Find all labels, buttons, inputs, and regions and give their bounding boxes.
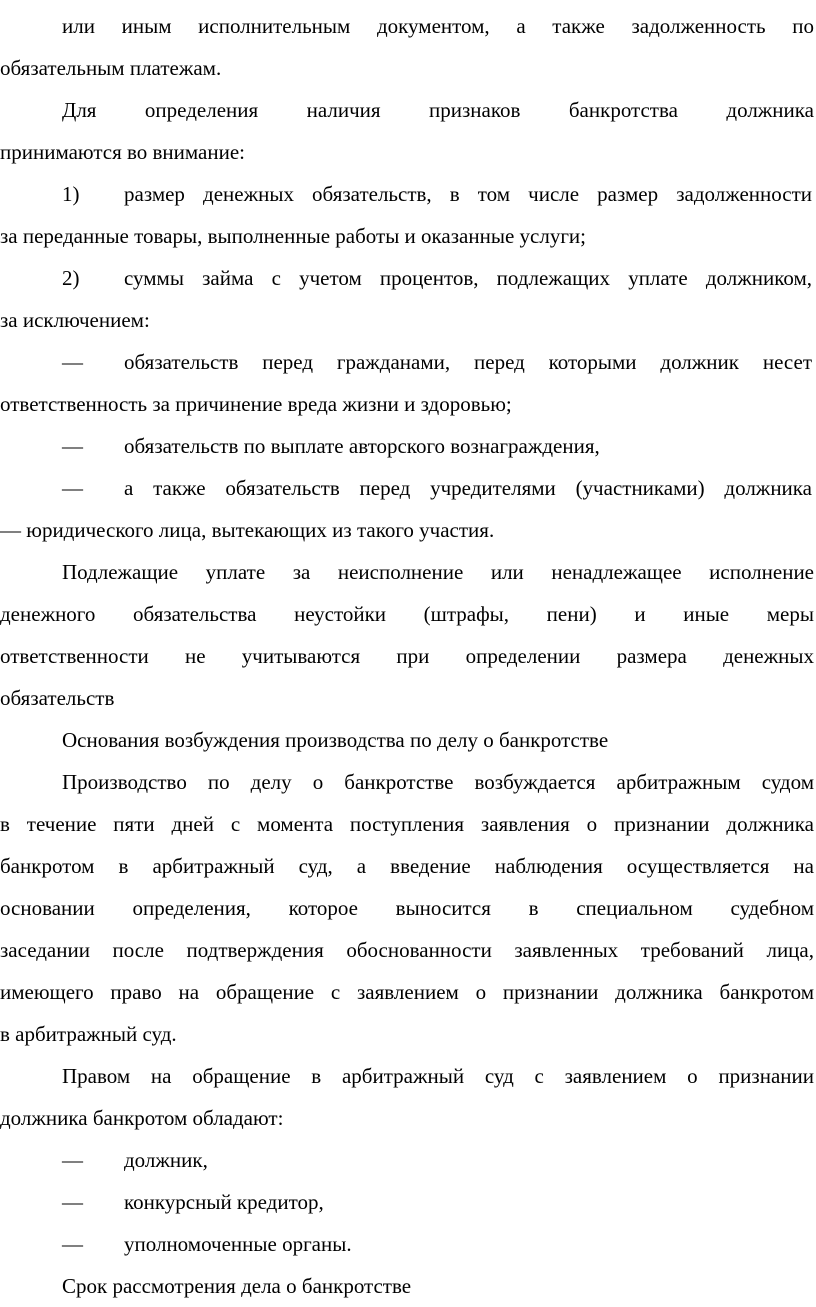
list-marker: 1): [62, 182, 80, 206]
paragraph-line: — юридического лица, вытекающих из такого участия.: [0, 518, 495, 542]
dash-marker: —: [62, 434, 83, 458]
list-item: [0, 1139, 814, 1181]
list-item-text: суммы займа с учетом процентов, подлежащих уплате должником,: [124, 266, 812, 290]
dash-marker: —: [62, 1190, 83, 1214]
paragraph-line: Подлежащие уплате за неисполнение или ненадлежащее исполнение: [62, 560, 814, 584]
list-item-text: конкурсный кредитор,: [124, 1190, 324, 1214]
paragraph-line: ответственности не учитываются при определении размера денежных: [0, 644, 814, 668]
paragraph-line: или иным исполнительным документом, а также задолженность по: [62, 14, 814, 38]
paragraph-line: ответственность за причинение вреда жизни и здоровью;: [0, 392, 512, 416]
paragraph-line: банкротом в арбитражный суд, а введение наблюдения осуществляется на: [0, 854, 814, 878]
paragraph-line: имеющего право на обращение с заявлением о признании должника банкротом: [0, 980, 814, 1004]
paragraph-line: за исключением:: [0, 308, 150, 332]
paragraph-line: заседании после подтверждения обоснованности заявленных требований лица,: [0, 938, 814, 962]
list-item-text: должник,: [124, 1148, 208, 1172]
paragraph-line: принимаются во внимание:: [0, 140, 246, 164]
list-item: [0, 1181, 814, 1223]
list-item-text: обязательств перед гражданами, перед которыми должник несет: [124, 350, 812, 374]
section-heading: Основания возбуждения производства по делу о банкротстве: [62, 728, 609, 752]
paragraph-line: Производство по делу о банкротстве возбуждается арбитражным судом: [62, 770, 814, 794]
dash-marker: —: [62, 1148, 83, 1172]
paragraph-line: обязательств: [0, 686, 115, 710]
list-item: [0, 467, 814, 509]
paragraph-line: Для определения наличия признаков банкротства должника: [62, 98, 814, 122]
list-item-text: уполномоченные органы.: [124, 1232, 352, 1256]
paragraph-line: денежного обязательства неустойки (штрафы, пени) и иные меры: [0, 602, 814, 626]
paragraph-line: в арбитражный суд.: [0, 1022, 177, 1046]
list-item: [0, 425, 814, 467]
dash-marker: —: [62, 1232, 83, 1256]
paragraph-line: в течение пяти дней с момента поступления заявления о признании должника: [0, 812, 814, 836]
list-item-text: обязательств по выплате авторского вознаграждения,: [124, 434, 600, 458]
list-item: [0, 173, 814, 215]
list-marker: 2): [62, 266, 80, 290]
list-item-text: а также обязательств перед учредителями (участниками) должника: [124, 476, 812, 500]
list-item-text: размер денежных обязательств, в том числе размер задолженности: [124, 182, 812, 206]
paragraph-line: обязательным платежам.: [0, 56, 222, 80]
dash-marker: —: [62, 350, 83, 374]
list-item: [0, 257, 814, 299]
paragraph-line: за переданные товары, выполненные работы и оказанные услуги;: [0, 224, 587, 248]
dash-marker: —: [62, 476, 83, 500]
paragraph-line: должника банкротом обладают:: [0, 1106, 284, 1130]
list-item: [0, 341, 814, 383]
section-heading: Срок рассмотрения дела о банкротстве: [62, 1274, 412, 1298]
paragraph-line: Правом на обращение в арбитражный суд с заявлением о признании: [62, 1064, 814, 1088]
list-item: [0, 1223, 814, 1265]
paragraph-line: основании определения, которое выносится в специальном судебном: [0, 896, 814, 920]
